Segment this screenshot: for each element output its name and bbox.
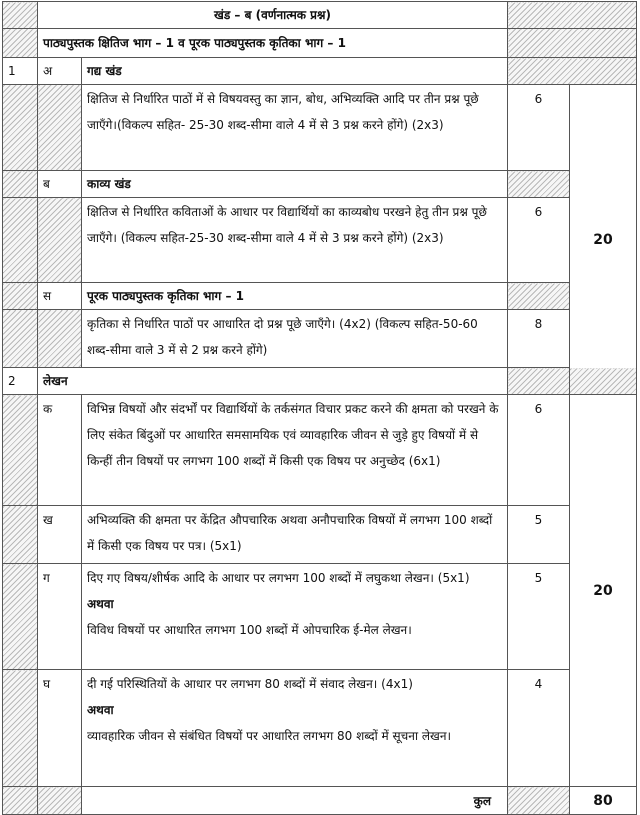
q2-number: 2 (3, 368, 38, 395)
q2-ga-marks: 5 (508, 564, 570, 670)
q1-c-heading-row (3, 283, 637, 310)
hatch-cell (3, 2, 38, 29)
q1-b-row (3, 198, 637, 283)
q2-gha-marks: 4 (508, 670, 570, 787)
q2-ga-letter: ग (38, 564, 82, 670)
q2-ka-text: विभिन्न विषयों और संदर्भों पर विद्यार्थियों के तर्कसंगत विचार प्रकट करने की क्षमता को परखने के लिए संकेत बिंदुओं पर आधारित समसामयिक एवं व्यावहारिक जीवन से जुड़े हुए विषयों में से किन्हीं तीन विषयों पर लगभग 100 शब्दों में किसी एक विषय पर अनुच्छेद (6x1) (82, 395, 508, 506)
q2-kha-marks: 5 (508, 506, 570, 564)
q1-c-text: कृतिका से निर्धारित पाठों पर आधारित दो प्रश्न पूछे जाएँगे। (4x2) (विकल्प सहित-50-60 शब्द-सीमा वाले 3 में से 2 प्रश्न करने होंगे) (82, 310, 508, 368)
q1-b-text: क्षितिज से निर्धारित कविताओं के आधार पर विद्यार्थियों का काव्यबोध परखने हेतु तीन प्रश्न पूछे जाएँगे। (विकल्प सहित-25-30 शब्द-सीमा वाले 4 में से 3 प्रश्न करने होंगे) (2x3) (82, 198, 508, 283)
hatch-cell (3, 198, 38, 283)
q1-a-letter: अ (38, 58, 82, 85)
hatch-cell (3, 670, 38, 787)
q2-ka-letter: क (38, 395, 82, 506)
q1-b-marks: 6 (508, 198, 570, 283)
hatch-cell (508, 58, 637, 85)
hatch-cell (38, 787, 82, 815)
q1-c-letter: स (38, 283, 82, 310)
q2-gha-text: दी गई परिस्थितियों के आधार पर लगभग 80 शब्दों में संवाद लेखन। (4x1) (87, 677, 413, 691)
hatch-cell (3, 171, 38, 198)
q1-b-heading: काव्य खंड (82, 171, 508, 198)
q1-a-text: क्षितिज से निर्धारित पाठों में से विषयवस्तु का ज्ञान, बोध, अभिव्यक्ति आदि पर तीन प्रश्न पूछे जाएँगे।(विकल्प सहित- 25-30 शब्द-सीमा वाले 4 में से 3 प्रश्न करने होंगे) (2x3) (82, 85, 508, 171)
grand-total-value: 80 (570, 787, 637, 815)
hatch-cell (38, 310, 82, 368)
hatch-cell (3, 85, 38, 171)
hatch-cell (508, 29, 637, 58)
section-title: खंड – ब (वर्णनात्मक प्रश्न) (38, 2, 508, 29)
hatch-cell (3, 395, 38, 506)
q2-heading: लेखन (38, 368, 508, 395)
hatch-cell (3, 564, 38, 670)
q1-a-heading: गद्य खंड (82, 58, 508, 85)
q2-ga-alt: विविध विषयों पर आधारित लगभग 100 शब्दों में ओपचारिक ई-मेल लेखन। (87, 623, 412, 637)
hatch-cell (3, 506, 38, 564)
q2-kha-row (3, 506, 637, 564)
q2-ga-text: दिए गए विषय/शीर्षक आदि के आधार पर लगभग 100 शब्दों में लघुकथा लेखन। (5x1) (87, 571, 470, 585)
q2-ga-cell (82, 564, 508, 670)
hatch-cell (508, 283, 570, 310)
hatch-cell (508, 2, 637, 29)
q2-ka-marks: 6 (508, 395, 570, 506)
hatch-cell (508, 787, 570, 815)
q2-ka-row (3, 395, 637, 506)
q2-ga-or: अथवा (87, 597, 114, 611)
q2-kha-letter: ख (38, 506, 82, 564)
hatch-cell (3, 283, 38, 310)
q2-kha-text: अभिव्यक्ति की क्षमता पर केंद्रित औपचारिक अथवा अनौपचारिक विषयों में लगभग 100 शब्दों में किसी एक विषय पर पत्र। (5x1) (82, 506, 508, 564)
q2-gha-letter: घ (38, 670, 82, 787)
q1-c-heading: पूरक पाठ्यपुस्तक कृतिका भाग – 1 (82, 283, 508, 310)
textbook-heading-row (3, 29, 637, 58)
textbook-heading: पाठ्यपुस्तक क्षितिज भाग – 1 व पूरक पाठ्यपुस्तक कृतिका भाग – 1 (38, 29, 508, 58)
section-title-row (3, 2, 637, 29)
q2-heading-row (3, 368, 637, 395)
q2-gha-or: अथवा (87, 703, 114, 717)
q2-gha-row (3, 670, 637, 787)
hatch-cell (3, 29, 38, 58)
q1-number: 1 (3, 58, 38, 85)
hatch-cell (38, 85, 82, 171)
q2-total: 20 (570, 395, 637, 787)
marks-distribution-table (2, 1, 637, 815)
q2-gha-cell (82, 670, 508, 787)
q1-a-heading-row (3, 58, 637, 85)
q2-gha-alt: व्यावहारिक जीवन से संबंधित विषयों पर आधारित लगभग 80 शब्दों में सूचना लेखन। (87, 729, 452, 743)
q1-c-row (3, 310, 637, 368)
hatch-cell (3, 310, 38, 368)
q1-c-marks: 8 (508, 310, 570, 368)
hatch-cell (3, 787, 38, 815)
q2-ga-row (3, 564, 637, 670)
q1-a-marks: 6 (508, 85, 570, 171)
hatch-cell (508, 171, 570, 198)
q1-a-row (3, 85, 637, 171)
q1-b-letter: ब (38, 171, 82, 198)
hatch-cell (38, 198, 82, 283)
grand-total-label: कुल (82, 787, 508, 815)
grand-total-row (3, 787, 637, 815)
q1-total: 20 (570, 85, 637, 395)
hatch-cell (508, 368, 637, 395)
q1-b-heading-row (3, 171, 637, 198)
